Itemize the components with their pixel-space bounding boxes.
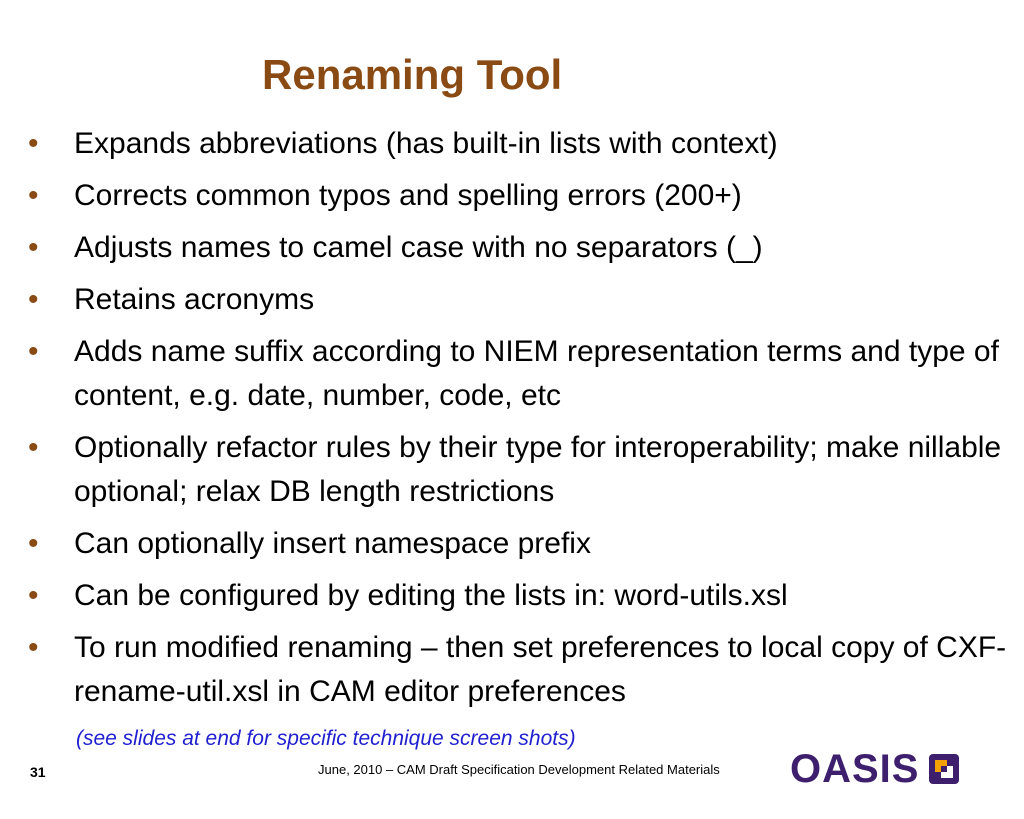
bullet-item <box>28 574 1018 618</box>
bullet-icon: • <box>28 579 39 612</box>
bullet-list <box>28 122 1018 722</box>
bullet-icon: • <box>28 231 39 264</box>
bullet-item <box>28 626 1018 714</box>
bullet-text: Retains acronyms <box>74 283 315 316</box>
bullet-text: Optionally refactor rules by their type for interoperability; make nillable optional; relax DB length restrictions <box>74 431 1002 508</box>
bullet-text: Expands abbreviations (has built-in lists with context) <box>74 127 778 160</box>
bullet-text: Adds name suffix according to NIEM representation terms and type of content, e.g. date, number, code, etc <box>74 335 999 412</box>
footer-text: June, 2010 – CAM Draft Specification Development Related Materials <box>318 762 720 777</box>
bullet-icon: • <box>28 127 39 160</box>
bullet-text: Adjusts names to camel case with no separators (_) <box>74 231 763 264</box>
oasis-logo <box>790 748 961 790</box>
page-number: 31 <box>30 764 46 780</box>
bullet-item <box>28 330 1018 418</box>
bullet-item <box>28 122 1018 166</box>
bullet-text: To run modified renaming – then set preferences to local copy of CXF-rename-util.xsl in CAM editor preferences <box>74 631 1007 708</box>
bullet-item <box>28 174 1018 218</box>
bullet-text: Corrects common typos and spelling errors (200+) <box>74 179 742 212</box>
bullet-item <box>28 278 1018 322</box>
bullet-icon: • <box>28 631 39 664</box>
bullet-icon: • <box>28 179 39 212</box>
bullet-icon: • <box>28 283 39 316</box>
screenshot-note: (see slides at end for specific technique screen shots) <box>76 727 576 750</box>
bullet-icon: • <box>28 431 39 464</box>
slide-title: Renaming Tool <box>262 51 563 98</box>
bullet-item <box>28 522 1018 566</box>
bullet-icon: • <box>28 335 39 368</box>
bullet-icon: • <box>28 527 39 560</box>
bullet-text: Can be configured by editing the lists in: word-utils.xsl <box>74 579 788 612</box>
logo-wordmark: OASIS <box>790 747 920 791</box>
bullet-item <box>28 226 1018 270</box>
logo-mark-icon <box>927 752 961 786</box>
bullet-text: Can optionally insert namespace prefix <box>74 527 591 560</box>
bullet-item <box>28 426 1018 514</box>
